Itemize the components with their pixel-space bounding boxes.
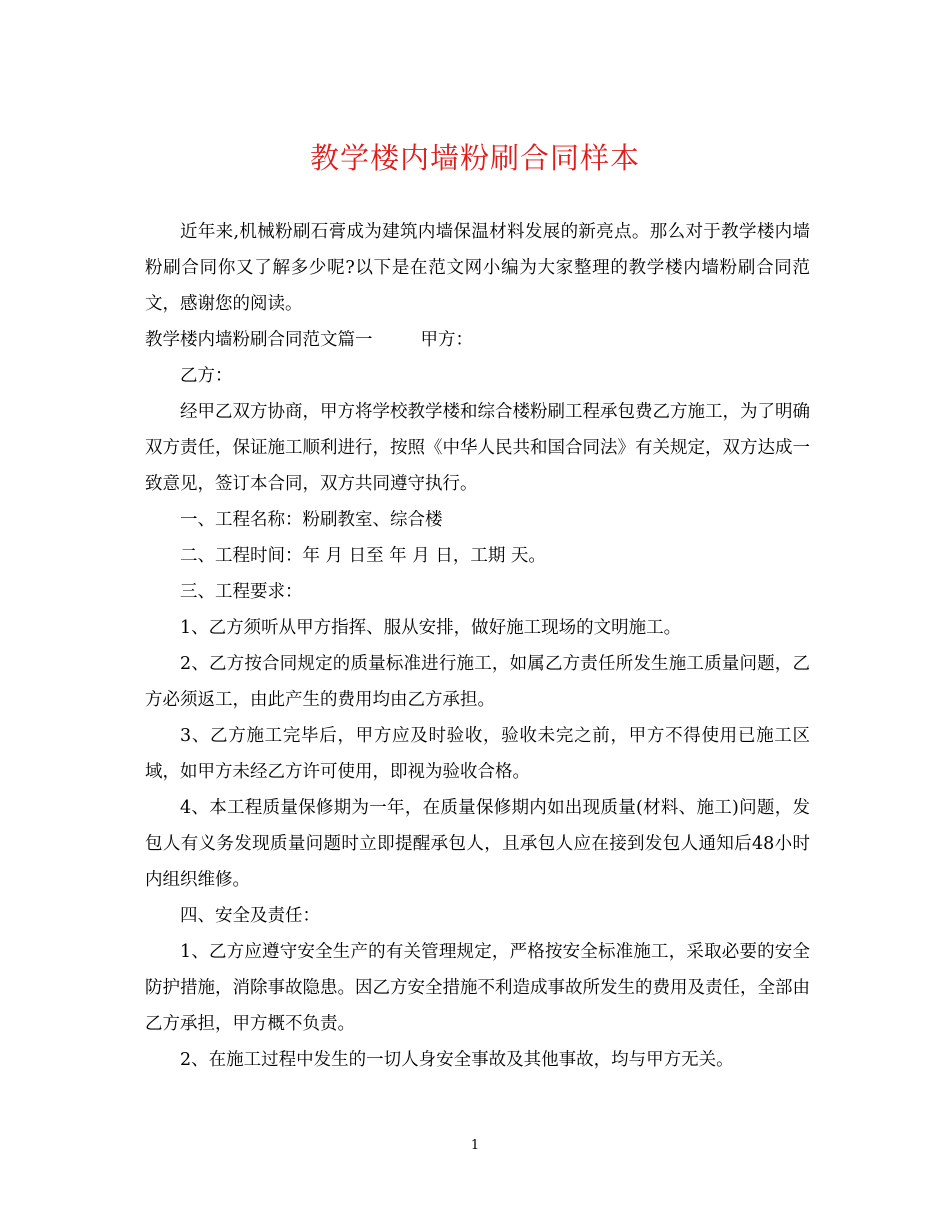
requirement-4: 4、本工程质量保修期为一年，在质量保修期内如出现质量(材料、施工)问题，发包人有义务发现质量问题时立即提醒承包人，且承包人应在接到发包人通知后48小时内组织维修。 [145, 798, 810, 890]
page-number: 1 [470, 1138, 480, 1153]
party-a-label: 甲方： [420, 330, 473, 350]
document-body [145, 214, 810, 1078]
requirement-1: 1、乙方须听从甲方指挥、服从安排，做好施工现场的文明施工。 [180, 618, 682, 638]
clause-safety-heading: 四、安全及责任： [180, 906, 320, 926]
clause-project-time: 二、工程时间：年 月 日至 年 月 日，工期 天。 [180, 546, 546, 566]
safety-1: 1、乙方应遵守安全生产的有关管理规定，严格按安全标准施工，采取必要的安全防护措施，消除事故隐患。因乙方安全措施不利造成事故所发生的费用及责任，全部由乙方承担，甲方概不负责。 [145, 942, 810, 1034]
preamble-paragraph: 经甲乙双方协商，甲方将学校教学楼和综合楼粉刷工程承包费乙方施工，为了明确双方责任，保证施工顺利进行，按照《中华人民共和国合同法》有关规定，双方达成一致意见，签订本合同，双方共同遵守执行。 [145, 402, 810, 494]
clause-project-name: 一、工程名称：粉刷教室、综合楼 [180, 510, 443, 530]
requirement-3: 3、乙方施工完毕后，甲方应及时验收，验收未完之前，甲方不得使用已施工区域，如甲方未经乙方许可使用，即视为验收合格。 [145, 726, 810, 782]
section-heading-line [145, 322, 810, 358]
clause-requirements-heading: 三、工程要求： [180, 582, 303, 602]
requirement-2: 2、乙方按合同规定的质量标准进行施工，如属乙方责任所发生施工质量问题，乙方必须返工，由此产生的费用均由乙方承担。 [145, 654, 810, 710]
safety-2: 2、在施工过程中发生的一切人身安全事故及其他事故，均与甲方无关。 [180, 1050, 734, 1070]
document-title: 教学楼内墙粉刷合同样本 [309, 141, 640, 175]
section-heading: 教学楼内墙粉刷合同范文篇一 [145, 330, 373, 350]
party-b-label: 乙方： [180, 366, 233, 386]
intro-paragraph: 近年来,机械粉刷石膏成为建筑内墙保温材料发展的新亮点。那么对于教学楼内墙粉刷合同你又了解多少呢?以下是在范文网小编为大家整理的教学楼内墙粉刷合同范文，感谢您的阅读。 [145, 222, 810, 314]
